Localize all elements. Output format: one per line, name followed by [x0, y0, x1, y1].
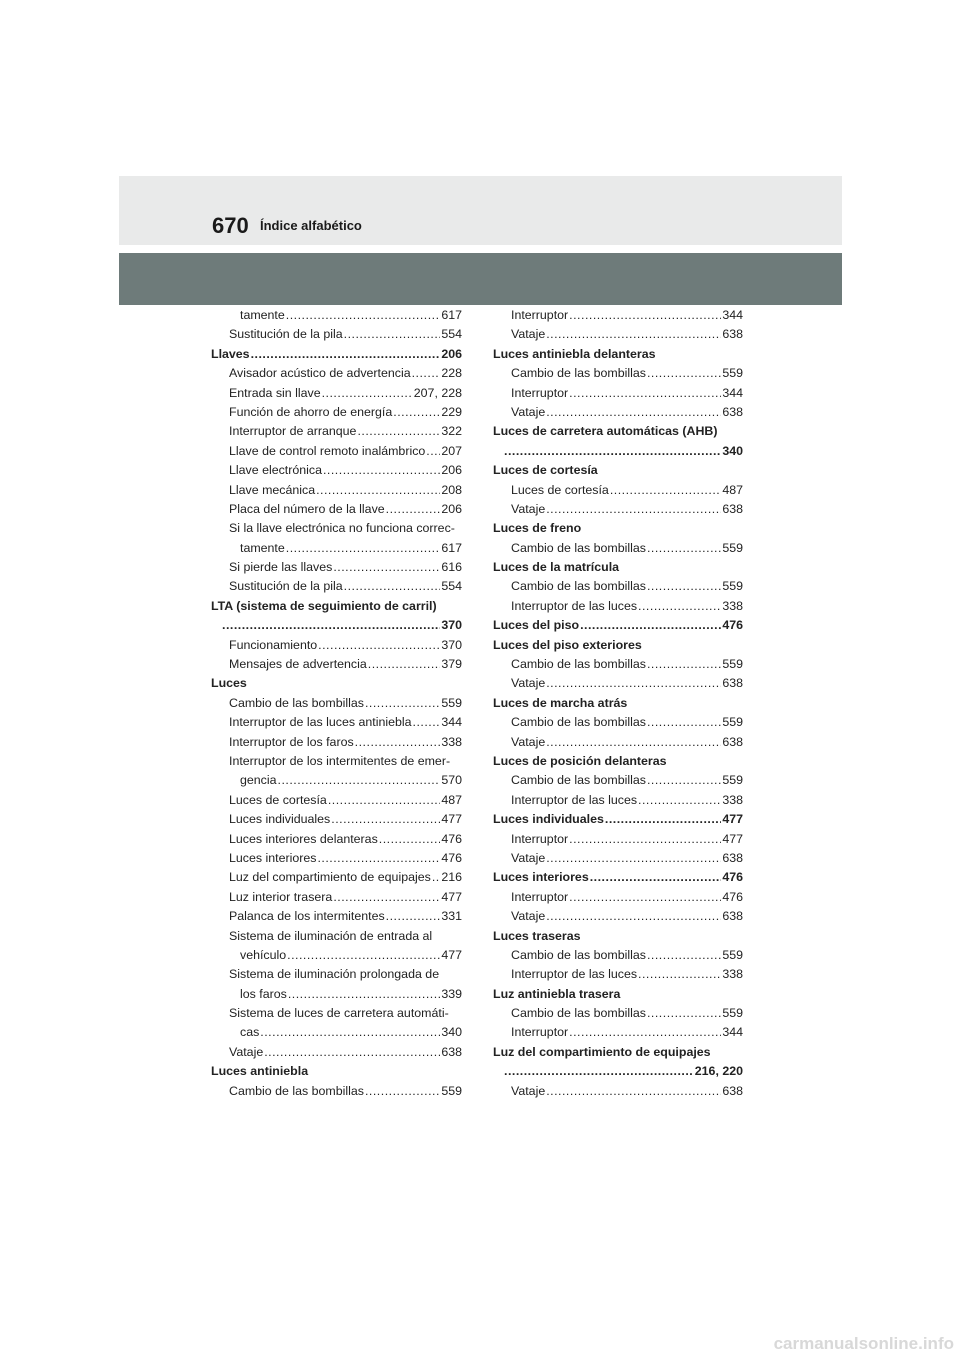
- index-entry: [493, 481, 743, 500]
- index-term: Sustitución de la pila: [229, 327, 343, 342]
- page-reference: 477: [441, 812, 462, 827]
- index-entry: [493, 461, 743, 480]
- index-column-left: [211, 306, 462, 1101]
- index-entry: [493, 674, 743, 693]
- page-reference: 554: [441, 327, 462, 342]
- dot-leader: [546, 325, 721, 344]
- page-reference: 638: [722, 909, 743, 924]
- index-term: Luz del compartimiento de equipajes: [493, 1044, 711, 1059]
- index-term: Interruptor de las luces antiniebla: [229, 715, 412, 730]
- page-reference: 476: [722, 889, 743, 904]
- index-entry: [493, 422, 743, 441]
- dot-leader: [569, 830, 721, 849]
- index-term: Interruptor de arranque: [229, 424, 357, 439]
- dot-leader: [590, 868, 722, 887]
- index-entry: [211, 306, 462, 325]
- page-reference: 344: [722, 308, 743, 322]
- index-term: Luces del piso exteriores: [493, 637, 642, 652]
- index-entry: [211, 713, 462, 732]
- index-entry: [493, 655, 743, 674]
- page-reference: 216: [441, 870, 462, 885]
- page-reference: 206: [441, 501, 462, 516]
- index-term: Cambio de las bombillas: [511, 773, 646, 788]
- index-term: tamente: [240, 308, 285, 322]
- index-entry: [211, 616, 462, 635]
- index-entry: [211, 345, 462, 364]
- dot-leader: [412, 364, 441, 383]
- page-reference: 340: [722, 443, 743, 458]
- index-entry: [211, 791, 462, 810]
- index-entry: [211, 752, 462, 771]
- page-reference: 487: [441, 792, 462, 807]
- page-reference: 559: [722, 715, 743, 730]
- dot-leader: [278, 771, 441, 790]
- index-term: Luces de cortesía: [511, 482, 609, 497]
- index-term: Avisador acústico de advertencia: [229, 366, 411, 381]
- index-entry: [493, 442, 743, 461]
- dot-leader: [546, 907, 721, 926]
- page-number: 670: [212, 213, 249, 238]
- page-reference: 617: [441, 308, 462, 322]
- page-reference: 559: [722, 1006, 743, 1021]
- index-term: Vataje: [511, 676, 546, 691]
- index-entry: [211, 442, 462, 461]
- dot-leader: [546, 500, 721, 519]
- index-term: vehículo: [240, 947, 287, 962]
- index-term: Luces de la matrícula: [493, 560, 620, 575]
- index-term: Vataje: [229, 1044, 264, 1059]
- index-entry: [211, 1062, 462, 1081]
- index-term: Luces de cortesía: [229, 792, 327, 807]
- index-entry: [493, 384, 743, 403]
- index-term: Funcionamiento: [229, 637, 318, 652]
- dot-leader: [322, 384, 413, 403]
- dot-leader: [264, 1043, 440, 1062]
- dot-leader: [413, 713, 441, 732]
- page-reference: 617: [441, 540, 462, 555]
- page-reference: 370: [441, 618, 462, 633]
- dot-leader: [260, 1023, 440, 1042]
- dot-leader: [365, 1082, 440, 1101]
- dot-leader: [647, 539, 721, 558]
- index-entry: [493, 830, 743, 849]
- dot-leader: [546, 1082, 721, 1101]
- dot-leader: [317, 849, 440, 868]
- dot-leader: [638, 965, 721, 984]
- page-reference: 229: [441, 404, 462, 419]
- dot-leader: [638, 791, 721, 810]
- page-reference: 638: [722, 404, 743, 419]
- page-reference: 559: [722, 540, 743, 555]
- dot-leader: [379, 830, 441, 849]
- index-entry: [211, 694, 462, 713]
- index-term: Si la llave electrónica no funciona correc-: [229, 521, 455, 536]
- index-entry: [493, 1023, 743, 1042]
- page-reference: 344: [722, 385, 743, 400]
- page-reference: 476: [441, 831, 462, 846]
- index-entry: [211, 364, 462, 383]
- page-reference: 207, 228: [413, 385, 462, 400]
- page-reference: 476: [722, 618, 743, 633]
- page-reference: 338: [722, 598, 743, 613]
- index-term: Interruptor: [511, 385, 569, 400]
- index-term: Luz del compartimiento de equipajes: [229, 870, 431, 885]
- index-entry: [211, 965, 462, 984]
- index-entry: [493, 306, 743, 325]
- dot-leader: [647, 713, 721, 732]
- index-entry: [211, 810, 462, 829]
- dot-leader: [426, 442, 440, 461]
- index-entry: [493, 810, 743, 829]
- index-entry: [493, 965, 743, 984]
- index-entry: [493, 1062, 743, 1081]
- dot-leader: [504, 1062, 694, 1081]
- index-term: Vataje: [511, 1083, 546, 1098]
- index-term: Luces de freno: [493, 521, 582, 536]
- index-term: Luces interiores delanteras: [229, 831, 378, 846]
- index-entry: [493, 636, 743, 655]
- page-reference: 477: [441, 889, 462, 904]
- index-term: Interruptor: [511, 1025, 569, 1040]
- index-term: LTA (sistema de seguimiento de carril): [211, 598, 437, 613]
- dot-leader: [647, 1004, 721, 1023]
- index-term: Cambio de las bombillas: [511, 715, 646, 730]
- dot-leader: [546, 849, 721, 868]
- dot-leader: [251, 345, 441, 364]
- index-term: Entrada sin llave: [229, 385, 321, 400]
- page-reference: 477: [441, 947, 462, 962]
- page-reference: 208: [441, 482, 462, 497]
- index-term: Vataje: [511, 850, 546, 865]
- dot-leader: [647, 364, 721, 383]
- page-reference: 476: [722, 870, 743, 885]
- page-reference: 370: [441, 637, 462, 652]
- index-entry: [493, 558, 743, 577]
- index-term: Llave de control remoto inalámbrico: [229, 443, 426, 458]
- dot-leader: [222, 616, 440, 635]
- index-entry: [493, 1043, 743, 1062]
- index-term: Sustitución de la pila: [229, 579, 343, 594]
- dot-leader: [546, 733, 721, 752]
- index-entry: [493, 500, 743, 519]
- dot-leader: [365, 694, 440, 713]
- dot-leader: [331, 810, 440, 829]
- dot-leader: [328, 791, 441, 810]
- index-entry: [493, 733, 743, 752]
- index-entry: [493, 597, 743, 616]
- index-term: Luces antiniebla: [211, 1064, 309, 1079]
- page-reference: 206: [441, 346, 462, 361]
- index-term: Luz interior trasera: [229, 889, 333, 904]
- dot-leader: [580, 616, 721, 635]
- index-entry: [211, 1004, 462, 1023]
- index-entry: [493, 403, 743, 422]
- index-entry: [211, 539, 462, 558]
- index-entry: [211, 907, 462, 926]
- page-reference: 206: [441, 463, 462, 478]
- index-entry: [493, 1004, 743, 1023]
- index-term: Cambio de las bombillas: [511, 1006, 646, 1021]
- page-reference: 638: [722, 850, 743, 865]
- dot-leader: [323, 461, 440, 480]
- index-entry: [211, 927, 462, 946]
- index-term: Cambio de las bombillas: [511, 579, 646, 594]
- index-term: Luces de marcha atrás: [493, 695, 628, 710]
- page-reference: 559: [722, 773, 743, 788]
- index-term: Cambio de las bombillas: [229, 695, 364, 710]
- page-reference: 559: [722, 366, 743, 381]
- dot-leader: [647, 771, 721, 790]
- index-term: tamente: [240, 540, 285, 555]
- index-entry: [211, 636, 462, 655]
- index-term: Luces individuales: [493, 812, 604, 827]
- page-reference: 638: [722, 501, 743, 516]
- page-reference: 570: [441, 773, 462, 788]
- index-term: Si pierde las llaves: [229, 560, 333, 575]
- page-reference: 638: [722, 676, 743, 691]
- page-reference: 638: [722, 734, 743, 749]
- page-reference: 559: [441, 695, 462, 710]
- index-entry: [493, 752, 743, 771]
- index-entry: [211, 558, 462, 577]
- page-reference: 322: [441, 424, 462, 439]
- index-entry: [211, 888, 462, 907]
- index-term: Vataje: [511, 909, 546, 924]
- dot-leader: [286, 306, 441, 325]
- section-band: [119, 253, 842, 305]
- index-entry: [493, 888, 743, 907]
- dot-leader: [333, 888, 440, 907]
- index-entry: [493, 694, 743, 713]
- page-reference: 338: [722, 792, 743, 807]
- index-column-right: [493, 306, 743, 1101]
- page-reference: 554: [441, 579, 462, 594]
- index-term: Sistema de luces de carretera automáti-: [229, 1006, 449, 1021]
- index-term: Interruptor de los faros: [229, 734, 354, 749]
- index-term: Cambio de las bombillas: [511, 657, 646, 672]
- index-term: Luces del piso: [493, 618, 580, 633]
- dot-leader: [647, 577, 721, 596]
- page-reference: 228: [441, 366, 462, 381]
- index-term: Vataje: [511, 404, 546, 419]
- index-term: Luz antiniebla trasera: [493, 986, 621, 1001]
- index-entry: [493, 519, 743, 538]
- index-term: Interruptor de las luces: [511, 967, 638, 982]
- index-term: Palanca de los intermitentes: [229, 909, 385, 924]
- page-reference: 344: [441, 715, 462, 730]
- index-entry: [211, 849, 462, 868]
- index-entry: [211, 384, 462, 403]
- dot-leader: [638, 597, 721, 616]
- index-entry: [211, 481, 462, 500]
- index-term: los faros: [240, 986, 287, 1001]
- dot-leader: [605, 810, 721, 829]
- page-reference: 339: [441, 986, 462, 1001]
- page-reference: 338: [722, 967, 743, 982]
- page-reference: 559: [722, 579, 743, 594]
- dot-leader: [647, 946, 721, 965]
- index-entry: [493, 985, 743, 1004]
- index-term: Luces de posición delanteras: [493, 753, 667, 768]
- page-reference: 477: [722, 831, 743, 846]
- index-term: Luces de cortesía: [493, 463, 598, 478]
- page-reference: 477: [722, 812, 743, 827]
- index-entry: [211, 733, 462, 752]
- dot-leader: [569, 1023, 721, 1042]
- index-entry: [493, 927, 743, 946]
- dot-leader: [286, 539, 441, 558]
- dot-leader: [344, 325, 441, 344]
- index-entry: [211, 655, 462, 674]
- index-entry: [493, 539, 743, 558]
- index-entry: [493, 616, 743, 635]
- index-entry: [493, 946, 743, 965]
- index-entry: [211, 674, 462, 693]
- page-reference: 638: [441, 1044, 462, 1059]
- watermark: carmanualsonline.info: [773, 1334, 954, 1353]
- index-entry: [493, 771, 743, 790]
- dot-leader: [610, 481, 722, 500]
- index-entry: [211, 597, 462, 616]
- index-entry: [493, 325, 743, 344]
- dot-leader: [432, 868, 440, 887]
- index-term: Luces interiores: [493, 870, 589, 885]
- page-reference: 487: [722, 482, 743, 497]
- index-entry: [211, 1043, 462, 1062]
- dot-leader: [318, 636, 440, 655]
- index-term: Cambio de las bombillas: [511, 947, 646, 962]
- index-entry: [211, 868, 462, 887]
- index-term: Mensajes de advertencia: [229, 657, 367, 672]
- dot-leader: [386, 907, 441, 926]
- index-term: Llave electrónica: [229, 463, 322, 478]
- index-term: Llave mecánica: [229, 482, 316, 497]
- section-title: Índice alfabético: [260, 218, 362, 233]
- index-term: Interruptor de las luces: [511, 792, 638, 807]
- page-reference: 559: [722, 657, 743, 672]
- index-term: Vataje: [511, 327, 546, 342]
- page-reference: 379: [441, 657, 462, 672]
- index-term: Luces antiniebla delanteras: [493, 346, 656, 361]
- index-term: Luces individuales: [229, 812, 331, 827]
- index-entry: [211, 771, 462, 790]
- index-entry: [211, 1023, 462, 1042]
- page-reference: 559: [441, 1083, 462, 1098]
- index-entry: [211, 403, 462, 422]
- dot-leader: [647, 655, 721, 674]
- index-term: Sistema de iluminación de entrada al: [229, 928, 433, 943]
- index-term: Placa del número de la llave: [229, 501, 385, 516]
- dot-leader: [546, 674, 721, 693]
- index-term: Vataje: [511, 734, 546, 749]
- dot-leader: [333, 558, 440, 577]
- page-reference: 344: [722, 1025, 743, 1040]
- index-term: Luces traseras: [493, 928, 581, 943]
- page-reference: 638: [722, 327, 743, 342]
- index-term: Interruptor: [511, 308, 569, 322]
- index-entry: [211, 461, 462, 480]
- index-entry: [211, 1082, 462, 1101]
- dot-leader: [393, 403, 440, 422]
- page-reference: 340: [441, 1025, 462, 1040]
- index-entry: [211, 325, 462, 344]
- index-entry: [493, 868, 743, 887]
- index-entry: [493, 849, 743, 868]
- page-reference: 638: [722, 1083, 743, 1098]
- index-term: Interruptor de las luces: [511, 598, 638, 613]
- index-term: Función de ahorro de energía: [229, 404, 393, 419]
- dot-leader: [288, 985, 440, 1004]
- dot-leader: [368, 655, 441, 674]
- index-entry: [211, 946, 462, 965]
- index-term: Cambio de las bombillas: [229, 1083, 364, 1098]
- index-entry: [493, 791, 743, 810]
- page-reference: 207: [441, 443, 462, 458]
- dot-leader: [569, 384, 721, 403]
- index-entry: [493, 907, 743, 926]
- index-term: Interruptor: [511, 889, 569, 904]
- index-term: cas: [240, 1025, 260, 1040]
- index-entry: [493, 1082, 743, 1101]
- index-term: Interruptor: [511, 831, 569, 846]
- index-term: Sistema de iluminación prolongada de: [229, 967, 440, 982]
- index-term: Vataje: [511, 501, 546, 516]
- dot-leader: [569, 306, 721, 325]
- dot-leader: [569, 888, 721, 907]
- index-term: Llaves: [211, 346, 250, 361]
- page-reference: 331: [441, 909, 462, 924]
- index-entry: [211, 985, 462, 1004]
- dot-leader: [357, 422, 440, 441]
- index-entry: [211, 519, 462, 538]
- index-term: Luces interiores: [229, 850, 317, 865]
- page-reference: 476: [441, 850, 462, 865]
- index-term: gencia: [240, 773, 277, 788]
- index-term: Luces: [211, 676, 247, 691]
- index-term: Cambio de las bombillas: [511, 366, 646, 381]
- dot-leader: [504, 442, 721, 461]
- index-entry: [211, 500, 462, 519]
- index-entry: [211, 422, 462, 441]
- index-entry: [211, 577, 462, 596]
- index-entry: [493, 345, 743, 364]
- index-entry: [211, 830, 462, 849]
- index-term: Interruptor de los intermitentes de emer-: [229, 753, 451, 768]
- dot-leader: [287, 946, 440, 965]
- index-entry: [493, 577, 743, 596]
- dot-leader: [546, 403, 721, 422]
- dot-leader: [386, 500, 441, 519]
- page-reference: 216, 220: [694, 1064, 743, 1079]
- page-reference: 616: [441, 560, 462, 575]
- page-reference: 559: [722, 947, 743, 962]
- dot-leader: [355, 733, 441, 752]
- index-term: Luces de carretera automáticas (AHB): [493, 424, 718, 439]
- index-entry: [493, 713, 743, 732]
- page-reference: 338: [441, 734, 462, 749]
- index-term: Cambio de las bombillas: [511, 540, 646, 555]
- dot-leader: [316, 481, 440, 500]
- index-entry: [493, 364, 743, 383]
- dot-leader: [344, 577, 441, 596]
